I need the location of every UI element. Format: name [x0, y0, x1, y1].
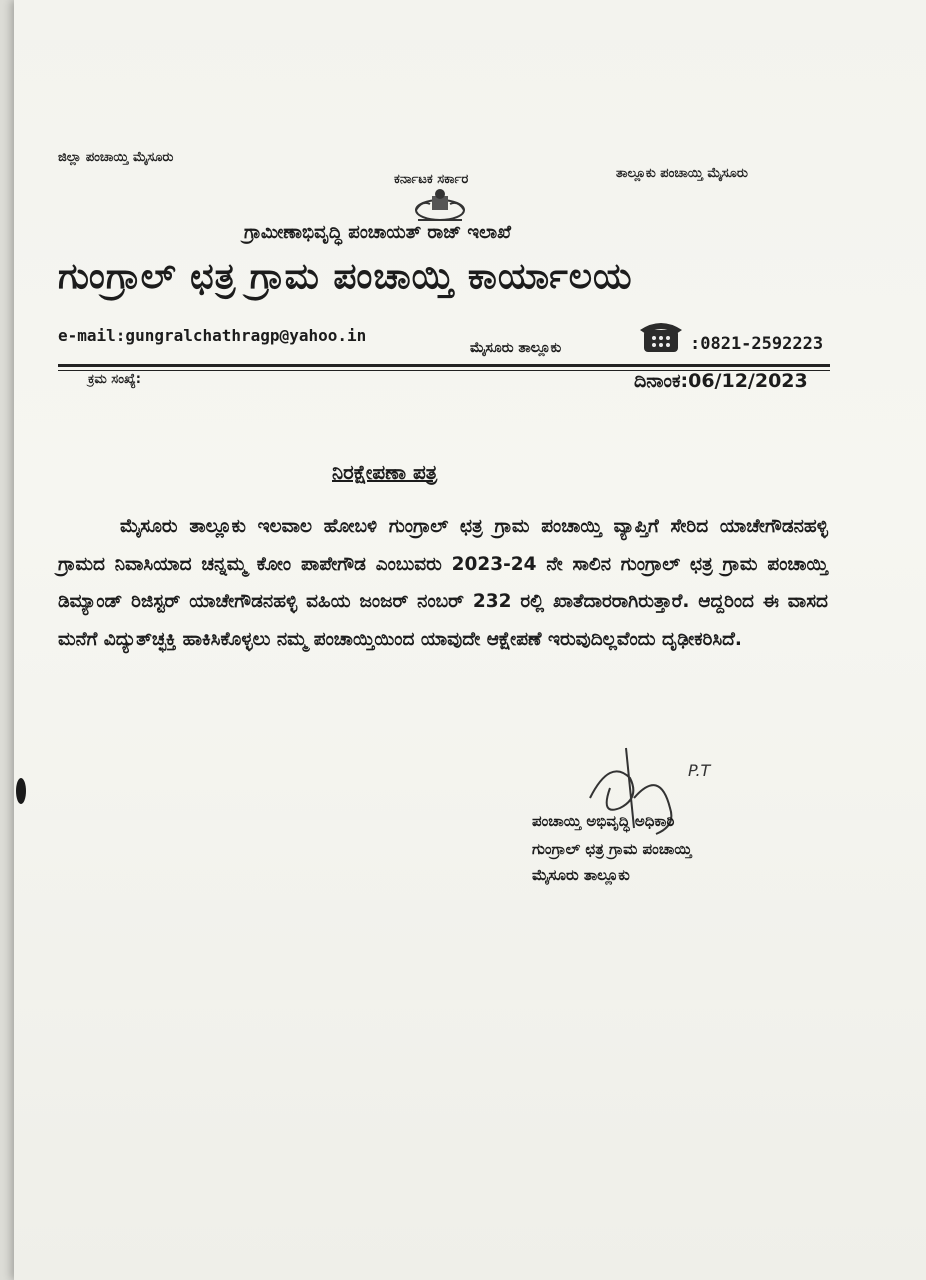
punch-hole: [16, 778, 26, 804]
handwritten-initials: P.T: [688, 761, 711, 780]
reference-number-label: ಕ್ರಮ ಸಂಖ್ಯೆ:: [88, 372, 141, 387]
office-title: ಗುಂಗ್ರಾಲ್ ಛತ್ರ ಗ್ರಾಮ ಪಂಚಾಯ್ತಿ ಕಾರ್ಯಾಲಯ: [58, 256, 633, 297]
state-emblem-icon: [412, 186, 468, 226]
taluk-panchayat-label: ತಾಲ್ಲೂಕು ಪಂಚಾಯ್ತಿ ಮೈಸೂರು: [616, 166, 748, 181]
letter-subject: ನಿರಕ್ಷೇಪಣಾ ಪತ್ರ: [332, 460, 438, 484]
letter-date: ದಿನಾಂಕ:06/12/2023: [634, 370, 808, 392]
email-text: e-mail:gungralchathragp@yahoo.in: [58, 326, 367, 345]
signature-designation: ಪಂಚಾಯ್ತಿ ಅಭಿವೃದ್ಧಿ ಅಧಿಕಾರಿ: [532, 812, 675, 830]
letter-body: ಮೈಸೂರು ತಾಲ್ಲೂಕು ಇಲವಾಲ ಹೋಬಳಿ ಗುಂಗ್ರಾಲ್ ಛತ್ರ ಗ್ರಾಮ ಪಂಚಾಯ್ತಿ ವ್ಯಾಪ್ತಿಗೆ ಸೇರಿದ ಯಾಚೇಗೌಡನಹಳ್ಳಿ ಗ್ರಾಮದ ನಿವಾಸಿಯಾದ ಚನ್ನಮ್ಮ ಕೋಂ ಪಾಪೇಗೌಡ ಎಂಬುವರು 2023-24 ನೇ ಸಾಲಿನ ಗುಂಗ್ರಾಲ್ ಛತ್ರ ಗ್ರಾಮ ಪಂಚಾಯ್ತಿ ಡಿಮ್ಯಾಂಡ್ ರಿಜಿಸ್ಟರ್ ಯಾಚೇಗೌಡನಹಳ್ಳಿ ವಹಿಯ ಜಂಜರ್ ನಂಬರ್ 232 ರಲ್ಲಿ ಖಾತೆದಾರರಾಗಿರುತ್ತಾರೆ. ಆದ್ದರಿಂದ ಈ ವಾಸದ ಮನೆಗೆ ವಿದ್ಯುತ್‌ಚ್ಛಕ್ತಿ ಹಾಕಿಸಿಕೊಳ್ಳಲು ನಮ್ಮ ಪಂಚಾಯ್ತಿಯಿಂದ ಯಾವುದೇ ಆಕ್ಷೇಪಣೆ ಇರುವುದಿಲ್ಲವೆಂದು ದೃಢೀಕರಿಸಿದೆ.: [58, 516, 828, 650]
officer-signature: [560, 738, 760, 848]
department-name: ಗ್ರಾಮೀಣಾಭಿವೃದ್ಧಿ ಪಂಚಾಯತ್ ರಾಜ್ ಇಲಾಖೆ: [244, 222, 511, 243]
district-panchayat-label: ಜಿಲ್ಲಾ ಪಂಚಾಯ್ತಿ ಮೈಸೂರು: [58, 150, 174, 165]
telephone-icon: [636, 318, 686, 356]
signature-taluk: ಮೈಸೂರು ತಾಲ್ಲೂಕು: [532, 866, 630, 884]
taluk-text: ಮೈಸೂರು ತಾಲ್ಲೂಕು: [470, 340, 562, 356]
signature-office: ಗುಂಗ್ರಾಲ್ ಛತ್ರ ಗ್ರಾಮ ಪಂಚಾಯ್ತಿ: [532, 840, 692, 858]
government-label: ಕರ್ನಾಟಕ ಸರ್ಕಾರ: [394, 172, 469, 187]
header-divider: [58, 364, 830, 367]
phone-number: :0821-2592223: [690, 334, 824, 354]
